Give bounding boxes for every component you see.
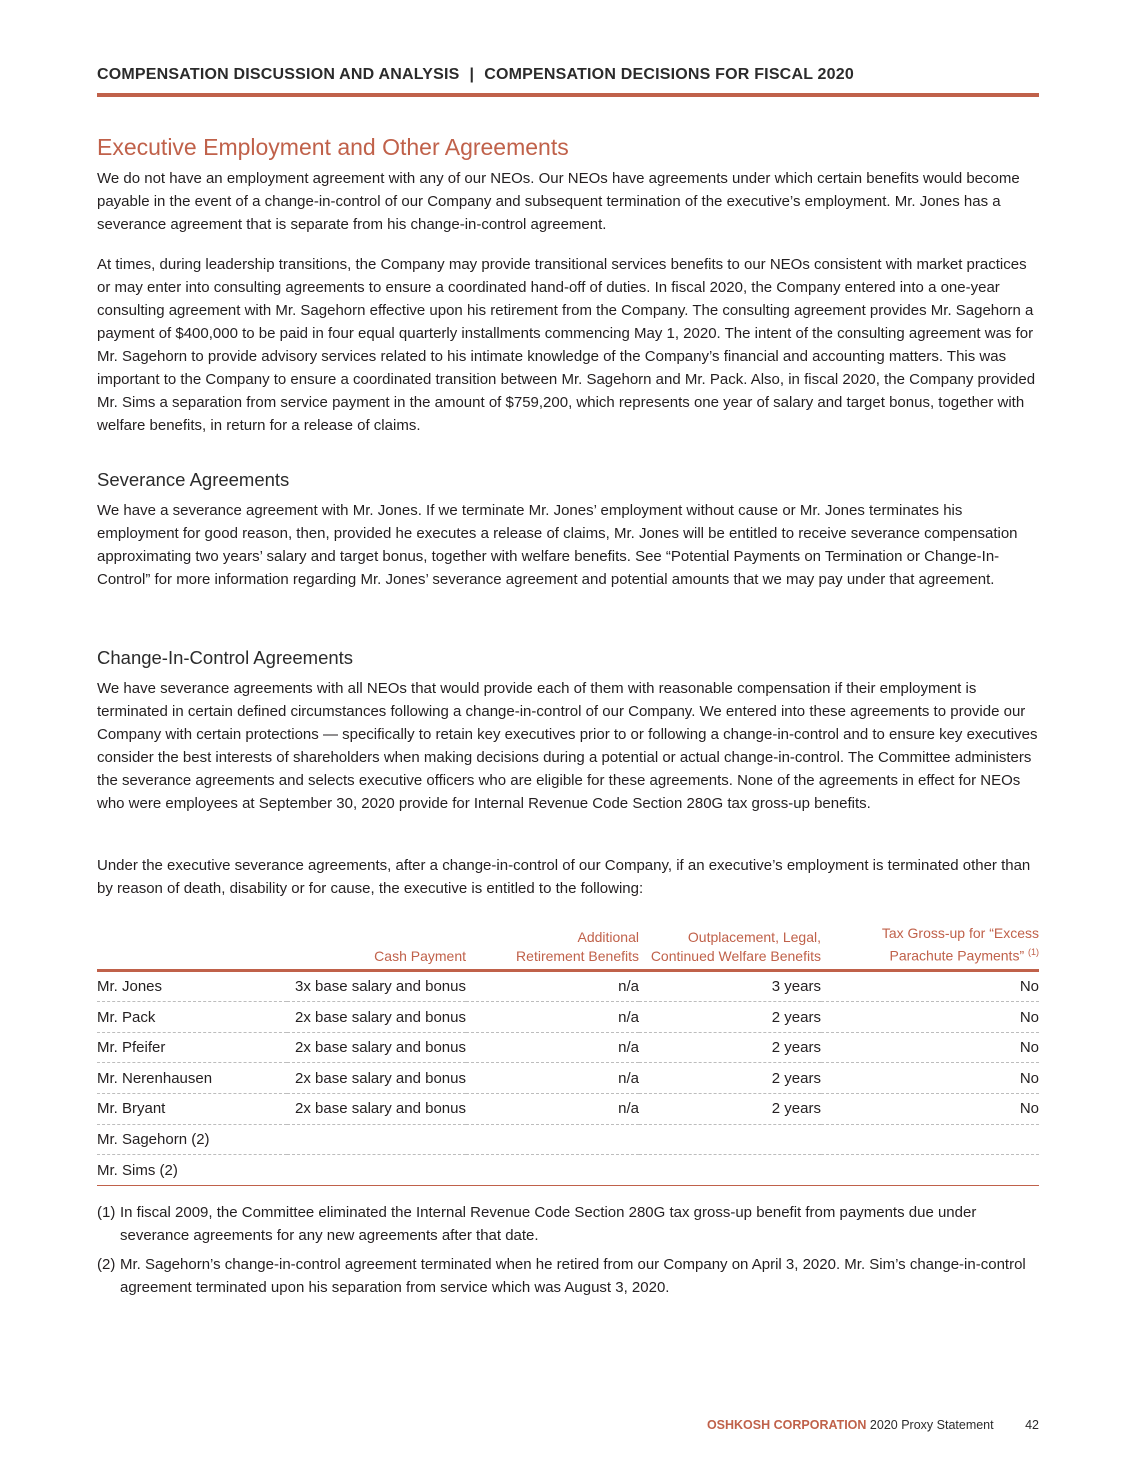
footnote-2: (2) Mr. Sagehorn’s change-in-control agreement terminated when he retired from our Company on April 3, 2020. Mr. Sim’s change-in-control agreement terminated upon his separation from service which was August 3, 2020.	[97, 1256, 1026, 1296]
table-row: Mr. Jones 3x base salary and bonus n/a 3 years No	[97, 970, 1039, 1002]
change-in-control-paragraph-1: We have severance agreements with all NEOs that would provide each of them with reasonable compensation if their employment is terminated in certain defined circumstances following a change-in-control of our Company. We entered into these agreements to provide our Company with certain protections — specifically to retain key executives prior to or following a change-in-control and to ensure key executives consider the best interests of shareholders when making decisions during a potential or actual change-in-control. The Committee administers the severance agreements and selects executive officers who are eligible for these agreements. None of the agreements in effect for NEOs who were employees at September 30, 2020 provide for Internal Revenue Code Section 280G tax gross-up benefits.	[97, 680, 1038, 812]
footnote-1: (1) In fiscal 2009, the Committee eliminated the Internal Revenue Code Section 280G tax gross-up benefit from payments due under severance agreements for any new agreements after that date.	[97, 1204, 977, 1244]
header-cash-payment: Cash Payment	[287, 924, 466, 970]
change-in-control-paragraph-2: Under the executive severance agreements, after a change-in-control of our Company, if an executive’s employment is terminated other than by reason of death, disability or for cause, the executive is entitled to the following:	[97, 857, 1031, 897]
table-row: Mr. Sagehorn (2)	[97, 1124, 1039, 1155]
page-title: Executive Employment and Other Agreements	[97, 134, 569, 160]
severance-paragraph: We have a severance agreement with Mr. Jones. If we terminate Mr. Jones’ employment without cause or Mr. Jones terminates his employment for good reason, then, provided he executes a release of claims, Mr. Jones will be entitled to receive severance compensation approximating two years’ salary and target bonus, together with welfare benefits. See “Potential Payments on Termination or Change-In-Control” for more information regarding Mr. Jones’ severance agreement and potential amounts that we may pay under that agreement.	[97, 502, 1018, 588]
table-header-row	[97, 924, 1039, 970]
table-row: Mr. Sims (2)	[97, 1155, 1039, 1186]
page-footer	[707, 1418, 1039, 1432]
severance-heading: Severance Agreements	[97, 469, 290, 490]
footer-company: OSHKOSH CORPORATION	[706, 1418, 867, 1432]
header-outplacement: Outplacement, Legal, Continued Welfare Benefits	[639, 924, 821, 970]
header-tax-gross-up: Tax Gross-up for “Excess Parachute Payments” $^{(1)}$	[821, 924, 1039, 970]
table-row: Mr. Pack 2x base salary and bonus n/a 2 years No	[97, 1002, 1039, 1033]
page-header	[97, 66, 1039, 84]
header-section-title: COMPENSATION DISCUSSION AND ANALYSIS | COMPENSATION DECISIONS FOR FISCAL 2020	[97, 66, 854, 83]
footer-document: 2020 Proxy Statement	[869, 1418, 994, 1432]
table-row: Mr. Nerenhausen 2x base salary and bonus n/a 2 years No	[97, 1063, 1039, 1094]
page-number: 42	[1025, 1418, 1039, 1432]
header-rule	[97, 93, 1039, 97]
table-row: Mr. Bryant 2x base salary and bonus n/a 2 years No	[97, 1094, 1039, 1125]
intro-paragraph-2: At times, during leadership transitions, the Company may provide transitional services benefits to our NEOs consistent with market practices or may enter into consulting agreements to ensure a coordinated hand-off of duties. In fiscal 2020, the Company entered into a one-year consulting agreement with Mr. Sagehorn effective upon his retirement from the Company. The consulting agreement provides Mr. Sagehorn a payment of $400,000 to be paid in four equal quarterly installments commencing May 1, 2020. The intent of the consulting agreement was for Mr. Sagehorn to provide advisory services related to his intimate knowledge of the Company’s financial and accounting matters. This was important to the Company to ensure a coordinated transition between Mr. Sagehorn and Mr. Pack. Also, in fiscal 2020, the Company provided Mr. Sims a separation from service payment in the amount of $759,200, which represents one year of salary and target bonus, together with welfare benefits, in return for a release of claims.	[97, 256, 1036, 434]
severance-benefits-table	[97, 924, 1039, 1186]
table-row: Mr. Pfeifer 2x base salary and bonus n/a 2 years No	[97, 1032, 1039, 1063]
header-name	[97, 924, 287, 970]
intro-paragraph-1: We do not have an employment agreement with any of our NEOs. Our NEOs have agreements under which certain benefits would become payable in the event of a change-in-control of our Company and subsequent termination of the executive’s employment. Mr. Jones has a severance agreement that is separate from his change-in-control agreement.	[97, 170, 1020, 233]
header-retirement-benefits: Additional Retirement Benefits	[466, 924, 639, 970]
change-in-control-heading: Change-In-Control Agreements	[97, 647, 354, 668]
